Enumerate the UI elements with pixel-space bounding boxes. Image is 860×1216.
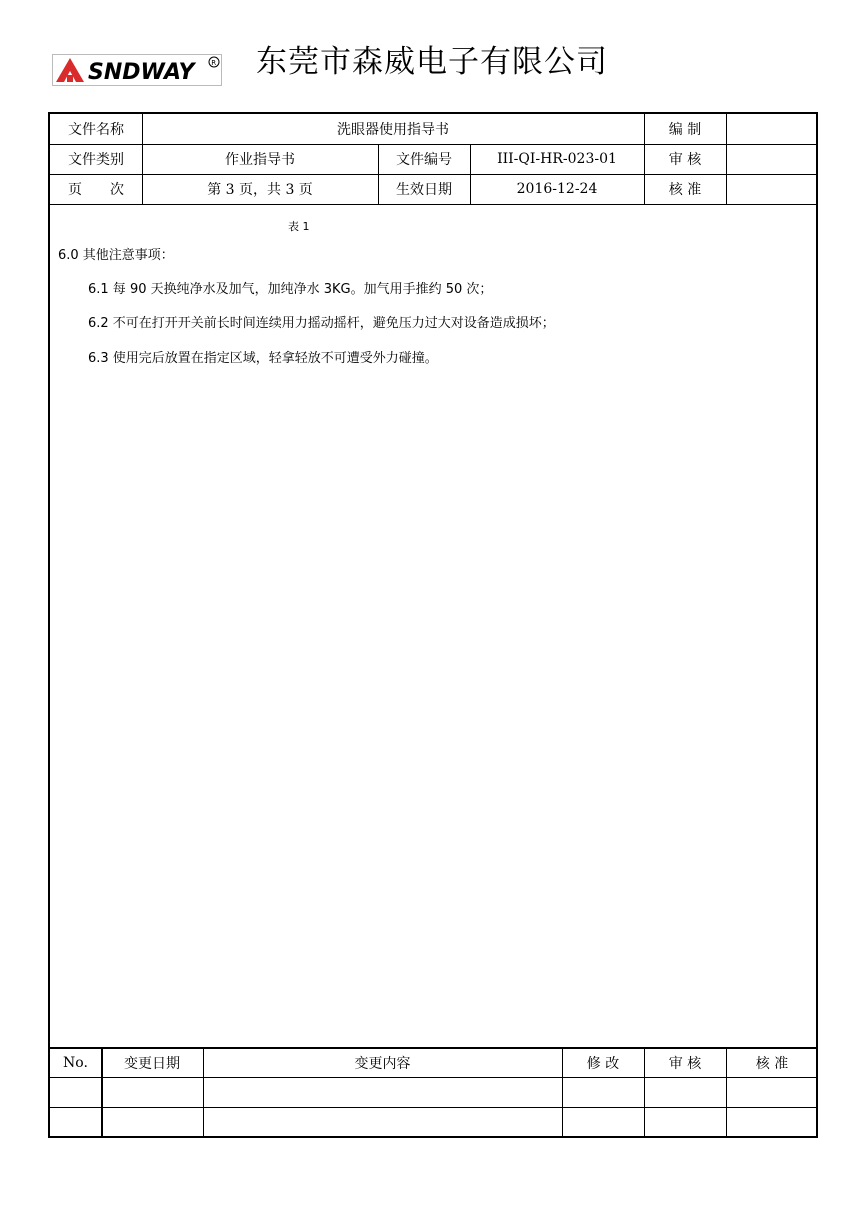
list-item: 6.2 不可在打开开关前长时间连续用力摇动摇杆，避免压力过大对设备造成损坏； <box>88 316 555 331</box>
change-col-no: No. <box>63 1054 88 1071</box>
page-value: 第 3 页，共 3 页 <box>207 182 313 198</box>
table-row <box>50 1077 816 1107</box>
company-name: 东莞市森威电子有限公司 <box>256 44 608 80</box>
doc-number-value: III-QI-HR-023-01 <box>497 151 617 167</box>
svg-text:R: R <box>211 59 217 67</box>
logo-wordmark: SNDWAY <box>88 60 195 85</box>
approve-label: 核 准 <box>668 182 702 198</box>
review-label: 审 核 <box>668 152 702 168</box>
table-label: 表 1 <box>288 220 310 233</box>
doc-number-label: 文件编号 <box>396 152 452 168</box>
document-frame <box>48 112 818 1138</box>
change-col-modify: 修 改 <box>586 1055 620 1072</box>
doc-type-label: 文件类别 <box>68 152 124 168</box>
change-col-approve: 核 准 <box>755 1055 789 1072</box>
effective-date-label: 生效日期 <box>396 182 452 198</box>
doc-type-value: 作业指导书 <box>225 152 295 168</box>
review-value <box>726 144 818 174</box>
approve-value <box>726 174 818 204</box>
change-col-content: 变更内容 <box>354 1055 411 1072</box>
list-item: 6.3 使用完后放置在指定区域，轻拿轻放不可遭受外力碰撞。 <box>88 351 438 366</box>
prepared-value <box>726 114 818 144</box>
table-row <box>50 1107 816 1137</box>
list-item: 6.1 每 90 天换纯净水及加气，加纯净水 3KG。加气用手推约 50 次； <box>88 282 493 297</box>
prepared-label: 编 制 <box>668 122 702 138</box>
section-heading: 6.0 其他注意事项： <box>58 248 174 263</box>
change-col-date: 变更日期 <box>124 1055 180 1072</box>
effective-date-value: 2016-12-24 <box>516 181 598 197</box>
sndway-logo <box>52 54 222 86</box>
page-label: 页 次 <box>68 182 124 198</box>
change-col-review: 审 核 <box>668 1055 702 1072</box>
doc-name-label: 文件名称 <box>68 122 124 138</box>
doc-name-value: 洗眼器使用指导书 <box>337 122 449 138</box>
